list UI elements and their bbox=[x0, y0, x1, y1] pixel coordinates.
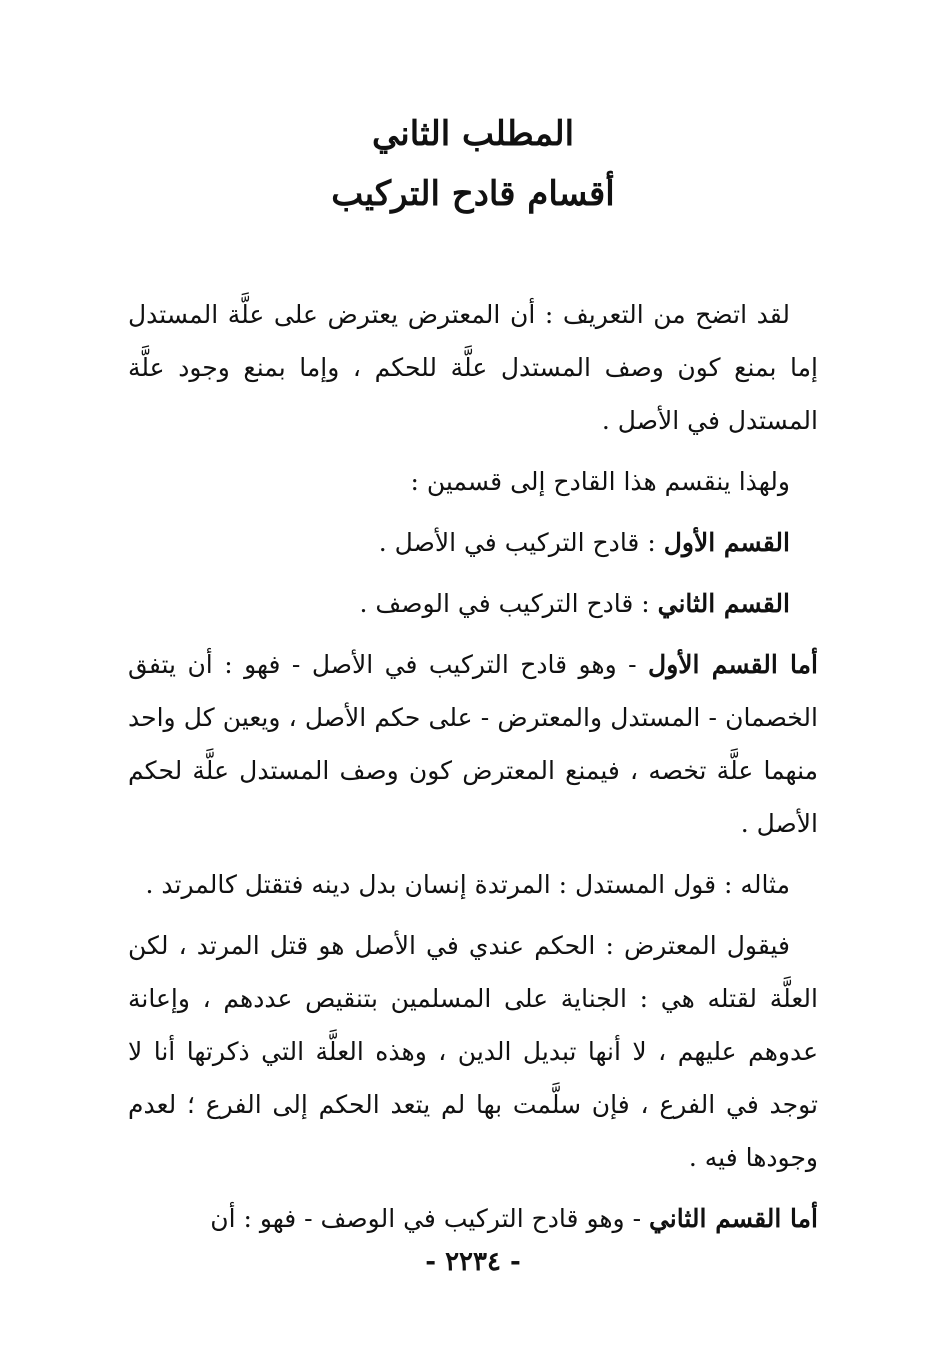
first-section-text: : قادح التركيب في الأصل . bbox=[378, 528, 664, 557]
paragraph-objection: فيقول المعترض : الحكم عندي في الأصل هو قتل المرتد ، لكن العلَّة لقتله هي : الجناية على المسلمين بتنقيص عددهم ، وإعانة عدوهم عليهم ، لا أنها تبديل الدين ، وهذه العلَّة التي ذكرتها أنا لا توجد في الفرع ، فإن سلَّمت بها لم يتعد الحكم إلى الفرع ؛ لعدم وجودها فيه . bbox=[128, 931, 818, 1172]
second-section-detail-text: - وهو قادح التركيب في الوصف - فهو : أن bbox=[210, 1204, 649, 1233]
second-section-label: القسم الثاني bbox=[657, 589, 790, 618]
body-text bbox=[128, 288, 818, 1253]
page-number: - ٢٢٣٤ - bbox=[425, 1247, 521, 1277]
section-title: المطلب الثاني bbox=[371, 114, 575, 154]
paragraph-second-section-detail bbox=[128, 1192, 818, 1245]
paragraph-first-section bbox=[128, 516, 818, 569]
second-section-text: : قادح التركيب في الوصف . bbox=[359, 589, 658, 618]
paragraph-second-section bbox=[128, 577, 818, 630]
first-section-detail-text: - وهو قادح التركيب في الأصل - فهو : أن يتفق الخصمان - المستدل والمعترض - على حكم الأصل ، ويعين كل واحد منهما علَّة تخصه ، فيمنع المعترض كون وصف المستدل علَّة لحكم الأصل . bbox=[128, 650, 818, 838]
paragraph-intro: لقد اتضح من التعريف : أن المعترض يعترض على علَّة المستدل إما بمنع كون وصف المستدل علَّة للحكم ، وإما بمنع وجود علَّة المستدل في الأصل . bbox=[128, 300, 819, 435]
paragraph-example: مثاله : قول المستدل : المرتدة إنسان بدل دينه فتقتل كالمرتد . bbox=[145, 870, 790, 899]
first-section-label: القسم الأول bbox=[663, 528, 790, 557]
paragraph-first-section-detail bbox=[128, 638, 818, 850]
section-subtitle: أقسام قادح التركيب bbox=[331, 174, 615, 214]
first-section-detail-label: أما القسم الأول bbox=[648, 650, 819, 679]
paragraph-division: ولهذا ينقسم هذا القادح إلى قسمين : bbox=[410, 467, 790, 496]
second-section-detail-label: أما القسم الثاني bbox=[648, 1204, 818, 1233]
